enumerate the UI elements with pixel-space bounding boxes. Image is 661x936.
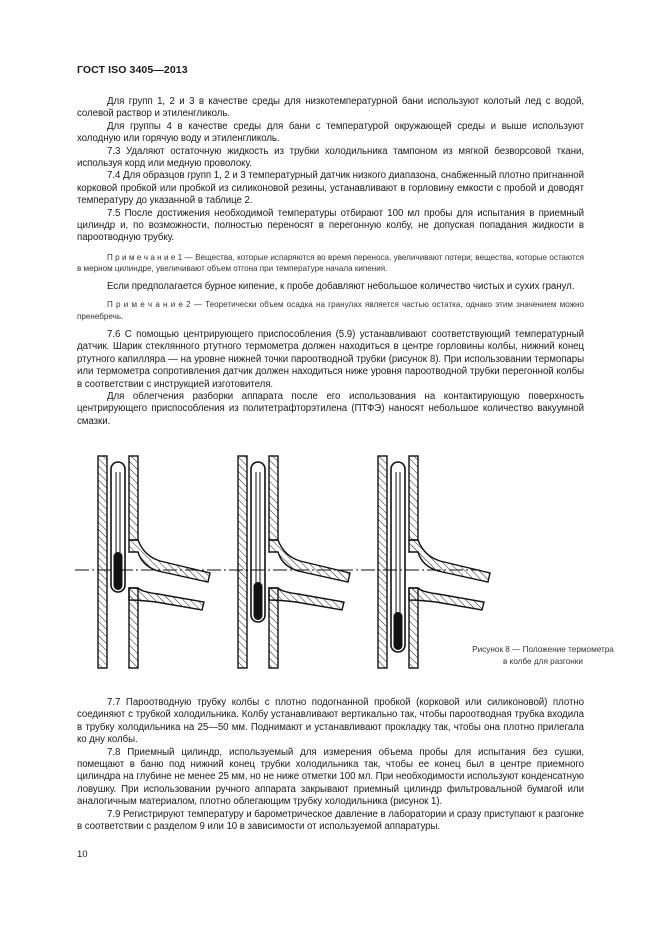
paragraph: 7.4 Для образцов групп 1, 2 и 3 температурный датчик низкого диапазона, снабженный плотно пригнанной корковой пробкой или пробкой из силиконовой резины, устанавливают в горловину емкости с пробой и доводят температуру до указанной в таблице 2. bbox=[77, 170, 584, 207]
thermometer-bulb bbox=[254, 582, 263, 620]
note-paragraph: П р и м е ч а н и е 1 — Вещества, которые испаряются во время переноса, увеличивают потери; вещества, которые остаются в мерном цилиндре, увеличивают объем отгона при температуре начала кипения. bbox=[77, 252, 584, 274]
paragraph: 7.5 После достижения необходимой температуры отбирают 100 мл пробы для испытания в приемный цилиндр и, по возможности, полностью переносят в перегонную колбу, не допуская попадания жидкости в пароотводную трубку. bbox=[77, 207, 584, 244]
flask-neck-right-wall-upper bbox=[269, 456, 278, 540]
paragraph: Для облегчения разборки аппарата после его использования на контактирующую поверхность центрирующего приспособления из политетрафторэтилена (ПТФЭ) наносят небольшое количество вакуумной смазки. bbox=[77, 390, 584, 427]
vapour-tube-upper-wall bbox=[129, 540, 210, 582]
thermometer-bulb bbox=[394, 612, 403, 650]
vapour-tube-upper-wall bbox=[269, 540, 350, 582]
page-header: ГОСТ ISO 3405—2013 bbox=[77, 64, 188, 76]
paragraph: 7.3 Удаляют остаточную жидкость из трубки холодильника тампоном из мягкой безворсовой ткани, используя корд или медную проволоку. bbox=[77, 145, 584, 170]
paragraph: 7.6 С помощью центрирующего приспособления (5.9) устанавливают соответствующий температурный датчик. Шарик стеклянного ртутного термометра должен находиться в центре горловины колбы, нижний конец ртутного капилляра — на уровне нижней точки пароотводной трубки (рисунок 8). При использовании термопары или термометра сопротивления датчик должен находиться ниже уровня пароотводной трубки перегонной колбы в соответствии с инструкцией изготовителя. bbox=[77, 328, 584, 390]
figure-caption: Рисунок 8 — Положение термометра в колбе для разгонки bbox=[472, 645, 614, 666]
flask-neck-left-wall bbox=[98, 456, 107, 668]
flask-neck-left-wall bbox=[238, 456, 247, 668]
vapour-tube-lower-wall bbox=[129, 588, 204, 610]
paragraph: 7.8 Приемный цилиндр, используемый для измерения объема пробы для испытания без сушки, помещают в баню под нижний конец трубки холодильника так, чтобы ее конец был в центре приемного цилиндра на глубине не менее 25 мм, но не ниже отметки 100 мл. При необходимости используют конденсатную ловушку. При использовании ручного аппарата закрывают приемный цилиндр фильтровальной бумагой или аналогичным материалом, плотно облегающим трубку холодильника (рисунок 1). bbox=[77, 746, 584, 808]
page-number: 10 bbox=[77, 849, 88, 860]
flask-neck-right-wall-upper bbox=[409, 456, 418, 540]
flask-neck-right-wall-upper bbox=[129, 456, 138, 540]
paragraph: Для группы 4 в качестве среды для бани с температурой окружающей среды и выше используют холодную или горячую воду и этиленгликоль. bbox=[77, 120, 584, 145]
note-paragraph: П р и м е ч а н и е 2 — Теоретически объем осадка на гранулах является частью остатка, однако этим значением можно пренебречь. bbox=[77, 300, 584, 321]
body-text-bottom bbox=[77, 697, 584, 833]
flask-neck-left-wall bbox=[378, 456, 387, 668]
paragraph: 7.9 Регистрируют температуру и барометрическое давление в лаборатории и сразу приступают к разгонке в соответствии с разделом 9 или 10 в зависимости от используемой аппаратуры. bbox=[77, 808, 584, 833]
paragraph: 7.7 Пароотводную трубку колбы с плотно подогнанной пробкой (корковой или силиконовой) плотно соединяют с трубкой холодильника. Колбу устанавливают вертикально так, чтобы пароотводная трубка входила в трубку холодильника на 25—50 мм. Поднимают и устанавливают прокладку так, чтобы она плотно прилегала ко дну колбы. bbox=[77, 697, 584, 746]
paragraph: Если предполагается бурное кипение, к пробе добавляют небольшое количество чистых и сухих гранул. bbox=[107, 280, 575, 292]
vapour-tube-upper-wall bbox=[409, 540, 490, 582]
vapour-tube-lower-wall bbox=[269, 588, 344, 610]
thermometer-bulb bbox=[114, 552, 123, 590]
vapour-tube-lower-wall bbox=[409, 588, 484, 610]
paragraph: Для групп 1, 2 и 3 в качестве среды для низкотемпературной бани используют колотый лед с водой, солевой раствор и этиленгликоль. bbox=[77, 96, 584, 120]
